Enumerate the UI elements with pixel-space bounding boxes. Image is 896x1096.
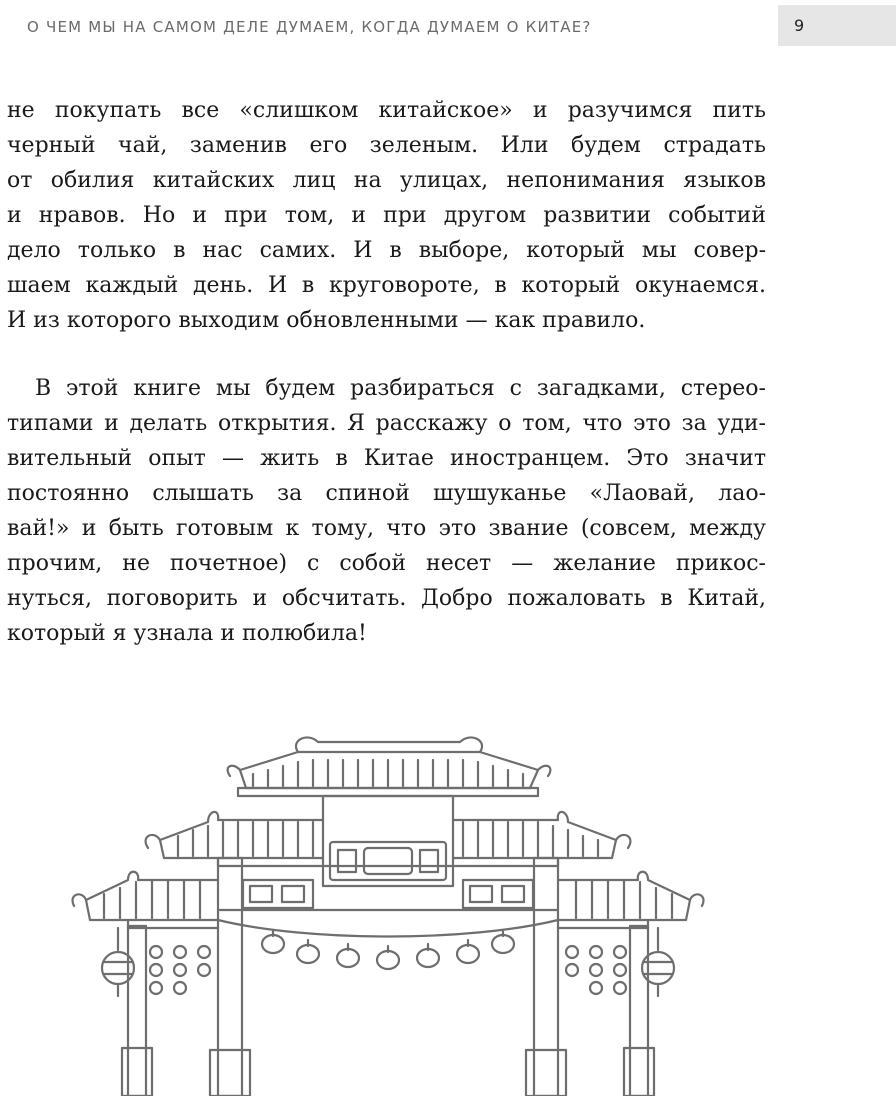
text-line: прочим, не почетное) с собой несет — желание прикос- xyxy=(7,551,766,576)
page-number-box xyxy=(778,5,896,46)
header-title: О ЧЕМ МЫ НА САМОМ ДЕЛЕ ДУМАЕМ, КОГДА ДУМАЕМ О КИТАЕ? xyxy=(27,18,592,36)
pillars xyxy=(122,858,654,1096)
beam-panels xyxy=(218,880,558,937)
text-line: вительный опыт — жить в Китае иностранцем. Это значит xyxy=(7,446,766,471)
lanterns-side xyxy=(102,928,674,996)
text-line: В этой книге мы будем разбираться с загадками, стерео- xyxy=(35,376,766,401)
chinese-gate-icon xyxy=(68,730,708,1096)
top-roof xyxy=(228,737,551,796)
text-line: постоянно слышать за спиной шушуканье «Лаовай, лао- xyxy=(7,481,766,506)
text-line: шаем каждый день. И в круговороте, в который окунаемся. xyxy=(7,273,766,298)
text-line: И из которого выходим обновленными — как правило. xyxy=(7,308,646,333)
text-line: дело только в нас самих. И в выборе, который мы совер- xyxy=(7,238,766,263)
text-line: вай!» и быть готовым к тому, что это звание (совсем, между xyxy=(7,516,766,541)
text-line: типами и делать открытия. Я расскажу о том, что это за уди- xyxy=(7,411,766,436)
text-line: нуться, поговорить и обсчитать. Добро пожаловать в Китай, xyxy=(7,586,766,611)
paragraph-2 xyxy=(7,371,766,651)
signboard xyxy=(323,796,453,886)
text-line: черный чай, заменив его зеленым. Или будем страдать xyxy=(7,133,766,158)
text-line: который я узнала и полюбила! xyxy=(7,621,367,646)
text-line: не покупать все «слишком китайское» и разучимся пить xyxy=(7,98,766,123)
page-number: 9 xyxy=(794,16,805,35)
paragraph-1 xyxy=(7,93,766,338)
text-line: и нравов. Но и при том, и при другом развитии событий xyxy=(7,203,766,228)
text-line: от обилия китайских лиц на улицах, непонимания языков xyxy=(7,168,766,193)
